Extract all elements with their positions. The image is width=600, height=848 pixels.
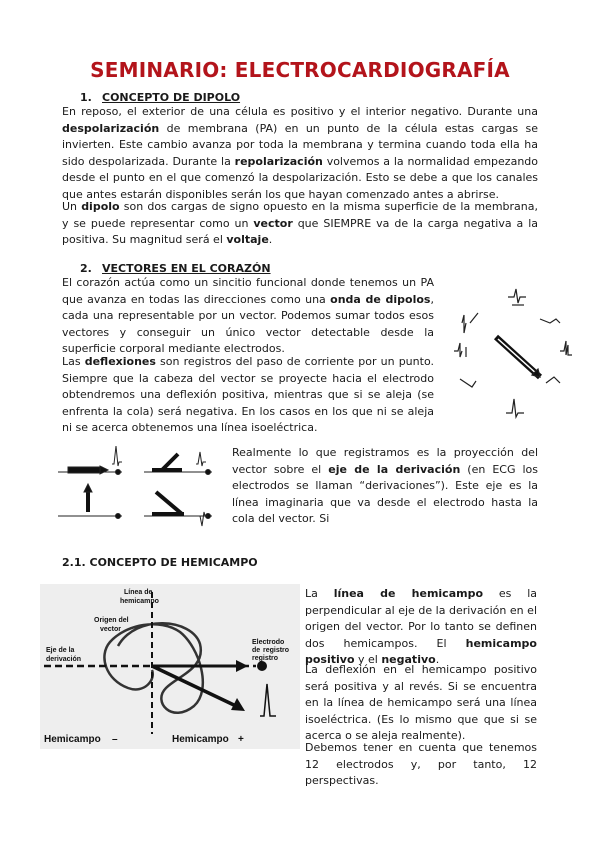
section-2-1-paragraph-2: La deflexión en el hemicampo positivo será positiva y al revés. Si se encuentra en la línea de hemicampo será una línea isoeléctrica. (Es lo mismo que que si se acerca o se aleja realmente).	[305, 663, 537, 743]
label-origen-1: Origen del	[94, 617, 129, 624]
section-2-number: 2.	[80, 262, 92, 275]
bold-term: voltaje	[226, 233, 269, 247]
trace-bottom-right	[546, 377, 560, 383]
section-2-1-paragraph-3: Debemos tener en cuenta que tenemos 12 electrodos y, por tanto, 12 perspectivas.	[305, 741, 537, 788]
bold-term: onda de dipolos	[330, 292, 431, 306]
main-vector	[496, 337, 540, 377]
projection-example-2	[144, 452, 212, 475]
page-title: SEMINARIO: ELECTROCARDIOGRAFÍA	[90, 58, 510, 82]
bold-term: deflexiones	[84, 355, 156, 368]
section-2-1-heading: 2.1. CONCEPTO DE HEMICAMPO	[62, 556, 258, 569]
section-2-paragraph-3: Realmente lo que registramos es la proyección del vector sobre el eje de la derivación (en ECG los electrodos se llaman “derivaciones”). Este eje es la línea imaginaria que va desde el electrodo hasta la cola del vector. Si	[232, 446, 538, 526]
bold-term: línea de hemicampo	[333, 587, 484, 600]
section-2-heading	[80, 262, 271, 275]
section-2-1-paragraph-1: La línea de hemicampo es la perpendicular al eje de la derivación en el origen del vector. Por lo tanto se definen dos hemicampos. El hemicampo positivo y el negativo.	[305, 587, 537, 667]
trace-top-right	[540, 319, 560, 323]
section-1-paragraph-2: Un dipolo son dos cargas de signo opuesto en la misma superficie de la membrana, y se puede representar como un vector que SIEMPRE va de la carga negativa a la positiva. Su magnitud será el voltaje.	[62, 200, 538, 247]
bold-term: eje de la derivación	[328, 462, 461, 476]
vector-electrodes-figure	[448, 285, 588, 425]
projection-examples-figure	[52, 440, 224, 532]
section-1-heading	[80, 91, 240, 104]
hemicampo-figure	[40, 584, 300, 749]
section-1-title: CONCEPTO DE DIPOLO	[102, 91, 241, 104]
bold-term: despolarización	[62, 121, 160, 135]
section-2-paragraph-2: Las deflexiones son registros del paso de corriente por un punto. Siempre que la cabeza del vector se proyecte hacia el electrodo obtendremos una deflexión positiva, mientras que si se aleja (se enfrenta la cola) será negativa. En los casos en los que ni se aleja ni se acerca obtenemos una línea isoeléctrica.	[62, 355, 434, 435]
trace-right	[560, 341, 572, 355]
trace-left	[454, 343, 466, 357]
label-linea-1: Línea de	[124, 589, 153, 596]
section-2-paragraph-1: El corazón actúa como un sincitio funcional donde tenemos un PA que avanza en todas las direcciones como una onda de dipolos, cada una representable por un vector. Podemos sumar todos esos vectores y conseguir un único vector detectable desde la superficie corporal mediante electrodos.	[62, 276, 434, 356]
label-linea-2: hemicampo	[120, 598, 159, 605]
section-1-number: 1.	[80, 91, 92, 104]
trace-bottom	[506, 399, 524, 417]
label-hemicampo-negative-sign: –	[112, 734, 118, 745]
recording-electrode	[257, 661, 267, 671]
label-electrodo-1: Electrodo	[252, 639, 285, 646]
label-electrodo-4: registro	[252, 655, 279, 662]
label-hemicampo-positive: Hemicampo	[172, 734, 229, 745]
projection-example-1	[58, 446, 122, 475]
label-electrodo-3: registro	[263, 647, 290, 654]
bold-term: vector	[253, 216, 293, 230]
trace-top	[508, 289, 526, 303]
bold-term: dipolo	[81, 200, 120, 213]
label-hemicampo-positive-sign: +	[238, 734, 244, 745]
projection-example-3	[58, 484, 122, 519]
label-eje-1: Eje de la	[46, 647, 75, 654]
section-1-paragraph-1: En reposo, el exterior de una célula es positivo y el interior negativo. Durante una despolarización de membrana (PA) en un punto de la célula estas cargas se invierten. Este cambio avanza por toda la membrana y termina cuando toda ella ha sido despolarizada. Durante la repolarización volvemos a la normalidad empezando desde el punto en el que comenzó la despolarización. Esto se debe a que los canales que antes estarán disponibles serán los que hayan comenzado antes a abrirse.	[62, 105, 539, 201]
label-electrodo-2: de	[252, 647, 261, 654]
label-eje-2: derivación	[46, 656, 82, 663]
trace-top-left	[462, 313, 478, 333]
label-hemicampo-negative: Hemicampo	[44, 734, 101, 745]
section-2-title: VECTORES EN EL CORAZÓN	[102, 262, 271, 275]
bold-term: repolarización	[234, 154, 323, 168]
bold-term: hemicampo positivo	[305, 636, 537, 667]
bold-term: negativo	[381, 653, 436, 667]
label-origen-2: vector	[100, 626, 122, 633]
trace-bottom-left	[460, 379, 476, 387]
projection-example-4	[144, 492, 212, 526]
